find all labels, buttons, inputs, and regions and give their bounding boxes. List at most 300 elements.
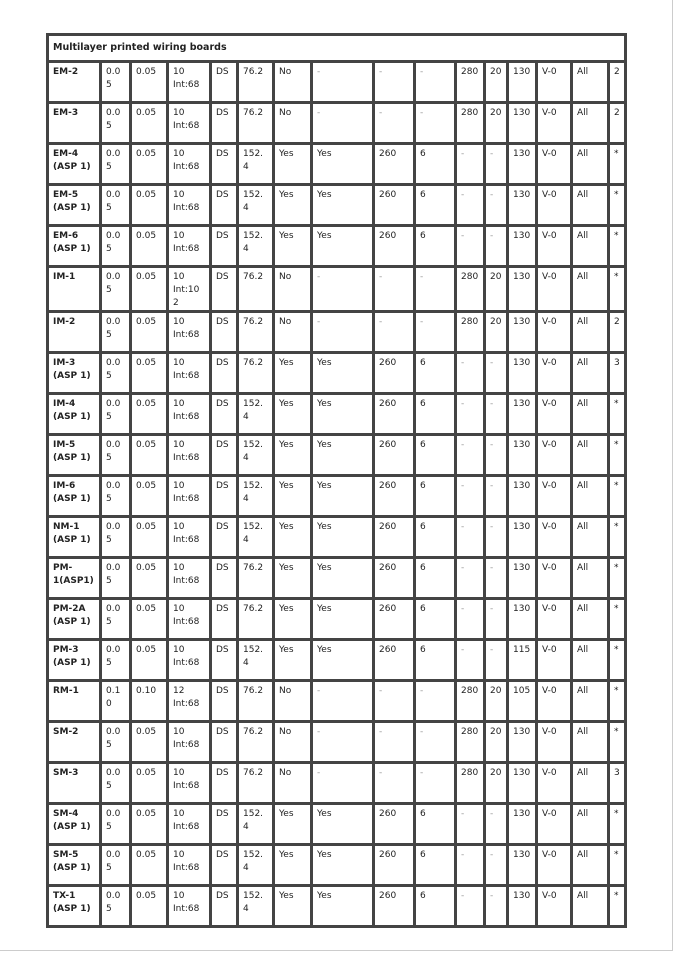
table-cell: 0.05 xyxy=(101,312,131,353)
table-cell: DS xyxy=(211,845,238,886)
table-cell: 130 xyxy=(508,845,537,886)
table-cell: - xyxy=(485,353,508,394)
table-cell: - xyxy=(485,599,508,640)
table-cell: 10 Int:68 xyxy=(168,763,211,804)
table-cell: * xyxy=(609,886,626,927)
table-row xyxy=(48,517,626,558)
table-cell: 130 xyxy=(508,226,537,267)
table-cell: 105 xyxy=(508,681,537,722)
table-cell: 260 xyxy=(374,517,415,558)
table-cell: 280 xyxy=(456,62,485,103)
table-cell: * xyxy=(609,185,626,226)
table-cell: 115 xyxy=(508,640,537,681)
table-cell: 6 xyxy=(415,185,456,226)
table-cell: DS xyxy=(211,517,238,558)
table-cell: 130 xyxy=(508,517,537,558)
table-cell: * xyxy=(609,558,626,599)
table-cell: 10 Int:68 xyxy=(168,185,211,226)
table-cell: 10 Int:68 xyxy=(168,62,211,103)
table-cell: Yes xyxy=(312,599,374,640)
table-cell: DS xyxy=(211,886,238,927)
table-cell: 152.4 xyxy=(238,185,274,226)
table-cell: 0.05 xyxy=(131,599,168,640)
table-cell: 0.05 xyxy=(101,558,131,599)
table-cell: 130 xyxy=(508,804,537,845)
table-cell: All xyxy=(572,722,609,763)
table-cell: All xyxy=(572,185,609,226)
table-cell: V-0 xyxy=(537,558,572,599)
table-cell: 76.2 xyxy=(238,103,274,144)
table-cell: All xyxy=(572,353,609,394)
table-cell: 76.2 xyxy=(238,558,274,599)
table-cell: 0.05 xyxy=(131,763,168,804)
table-row xyxy=(48,681,626,722)
table-cell: - xyxy=(456,435,485,476)
table-cell: All xyxy=(572,267,609,312)
table-cell: - xyxy=(312,267,374,312)
board-id-cell: IM-6 (ASP 1) xyxy=(48,476,101,517)
table-cell: - xyxy=(456,640,485,681)
table-cell: 0.05 xyxy=(131,722,168,763)
table-cell: - xyxy=(456,476,485,517)
table-cell: V-0 xyxy=(537,267,572,312)
table-cell: DS xyxy=(211,312,238,353)
table-cell: Yes xyxy=(312,845,374,886)
table-cell: 152.4 xyxy=(238,435,274,476)
table-cell: 10 Int:68 xyxy=(168,226,211,267)
table-row xyxy=(48,435,626,476)
table-cell: - xyxy=(312,312,374,353)
table-cell: 0.05 xyxy=(131,804,168,845)
table-cell: 130 xyxy=(508,62,537,103)
table-cell: 10 Int:68 xyxy=(168,845,211,886)
table-cell: 2 xyxy=(609,312,626,353)
table-cell: 3 xyxy=(609,763,626,804)
table-cell: V-0 xyxy=(537,845,572,886)
table-row xyxy=(48,763,626,804)
table-row xyxy=(48,476,626,517)
board-id-cell: EM-5 (ASP 1) xyxy=(48,185,101,226)
table-cell: Yes xyxy=(312,226,374,267)
table-cell: V-0 xyxy=(537,722,572,763)
table-cell: 10 Int:68 xyxy=(168,558,211,599)
table-cell: 6 xyxy=(415,226,456,267)
table-cell: * xyxy=(609,144,626,185)
table-cell: All xyxy=(572,558,609,599)
table-row xyxy=(48,353,626,394)
table-cell: 20 xyxy=(485,763,508,804)
table-cell: 0.05 xyxy=(131,640,168,681)
table-cell: - xyxy=(456,804,485,845)
table-cell: 0.05 xyxy=(131,312,168,353)
table-cell: No xyxy=(274,103,312,144)
table-cell: 0.05 xyxy=(101,640,131,681)
table-cell: 130 xyxy=(508,599,537,640)
table-cell: - xyxy=(415,103,456,144)
table-cell: 20 xyxy=(485,722,508,763)
table-cell: 130 xyxy=(508,886,537,927)
table-cell: Yes xyxy=(274,640,312,681)
table-cell: 0.05 xyxy=(101,353,131,394)
table-cell: 0.05 xyxy=(101,226,131,267)
table-cell: - xyxy=(485,435,508,476)
table-cell: 6 xyxy=(415,640,456,681)
table-cell: 152.4 xyxy=(238,845,274,886)
table-cell: - xyxy=(456,517,485,558)
table-cell: 0.05 xyxy=(131,185,168,226)
table-cell: 0.05 xyxy=(131,558,168,599)
table-cell: 260 xyxy=(374,476,415,517)
table-cell: 280 xyxy=(456,763,485,804)
table-cell: 260 xyxy=(374,845,415,886)
board-id-cell: IM-4 (ASP 1) xyxy=(48,394,101,435)
table-cell: 280 xyxy=(456,312,485,353)
table-cell: 10 Int:68 xyxy=(168,353,211,394)
table-cell: - xyxy=(456,599,485,640)
table-cell: Yes xyxy=(312,640,374,681)
table-cell: 10 Int:68 xyxy=(168,640,211,681)
table-cell: V-0 xyxy=(537,394,572,435)
table-row xyxy=(48,599,626,640)
table-cell: 10 Int:68 xyxy=(168,476,211,517)
table-cell: All xyxy=(572,103,609,144)
table-cell: - xyxy=(374,103,415,144)
table-cell: 76.2 xyxy=(238,62,274,103)
table-row xyxy=(48,845,626,886)
wiring-boards-table xyxy=(46,33,627,928)
table-cell: V-0 xyxy=(537,886,572,927)
table-row xyxy=(48,394,626,435)
table-cell: DS xyxy=(211,103,238,144)
table-cell: 130 xyxy=(508,144,537,185)
table-cell: All xyxy=(572,62,609,103)
table-cell: 10 Int:68 xyxy=(168,394,211,435)
table-cell: 0.05 xyxy=(131,845,168,886)
table-cell: - xyxy=(374,681,415,722)
table-cell: 152.4 xyxy=(238,517,274,558)
table-cell: - xyxy=(374,763,415,804)
table-cell: - xyxy=(485,144,508,185)
table-cell: - xyxy=(485,845,508,886)
table-cell: 152.4 xyxy=(238,226,274,267)
table-cell: 0.05 xyxy=(101,394,131,435)
board-id-cell: TX-1 (ASP 1) xyxy=(48,886,101,927)
board-id-cell: NM-1 (ASP 1) xyxy=(48,517,101,558)
table-cell: * xyxy=(609,804,626,845)
table-cell: Yes xyxy=(274,185,312,226)
table-cell: All xyxy=(572,435,609,476)
table-cell: * xyxy=(609,517,626,558)
table-cell: - xyxy=(456,845,485,886)
table-cell: V-0 xyxy=(537,353,572,394)
table-cell: DS xyxy=(211,804,238,845)
table-cell: DS xyxy=(211,144,238,185)
table-cell: DS xyxy=(211,394,238,435)
table-cell: 0.05 xyxy=(131,886,168,927)
table-cell: 260 xyxy=(374,394,415,435)
table-cell: 6 xyxy=(415,476,456,517)
table-title-row xyxy=(48,35,626,62)
table-cell: 280 xyxy=(456,681,485,722)
table-cell: 76.2 xyxy=(238,722,274,763)
table-cell: 10 Int:102 xyxy=(168,267,211,312)
table-cell: No xyxy=(274,267,312,312)
table-cell: Yes xyxy=(274,599,312,640)
table-cell: V-0 xyxy=(537,185,572,226)
table-cell: Yes xyxy=(312,394,374,435)
table-cell: DS xyxy=(211,763,238,804)
table-cell: No xyxy=(274,62,312,103)
table-cell: 0.05 xyxy=(101,517,131,558)
table-cell: 0.10 xyxy=(101,681,131,722)
board-id-cell: PM-3 (ASP 1) xyxy=(48,640,101,681)
table-row xyxy=(48,804,626,845)
table-cell: - xyxy=(456,886,485,927)
table-cell: 10 Int:68 xyxy=(168,804,211,845)
table-cell: Yes xyxy=(274,886,312,927)
table-cell: Yes xyxy=(312,517,374,558)
board-id-cell: SM-3 xyxy=(48,763,101,804)
table-cell: 76.2 xyxy=(238,763,274,804)
table-cell: Yes xyxy=(312,804,374,845)
table-cell: 0.10 xyxy=(131,681,168,722)
table-cell: V-0 xyxy=(537,144,572,185)
table-cell: 0.05 xyxy=(101,185,131,226)
table-cell: 0.05 xyxy=(101,267,131,312)
table-cell: 0.05 xyxy=(101,845,131,886)
table-cell: 76.2 xyxy=(238,599,274,640)
table-row xyxy=(48,640,626,681)
table-cell: No xyxy=(274,763,312,804)
table-cell: DS xyxy=(211,558,238,599)
table-cell: Yes xyxy=(312,144,374,185)
table-title: Multilayer printed wiring boards xyxy=(48,35,626,62)
table-cell: 152.4 xyxy=(238,804,274,845)
table-cell: 0.05 xyxy=(131,62,168,103)
table-cell: * xyxy=(609,599,626,640)
table-cell: 20 xyxy=(485,267,508,312)
table-cell: 10 Int:68 xyxy=(168,599,211,640)
table-cell: 10 Int:68 xyxy=(168,886,211,927)
table-cell: Yes xyxy=(312,435,374,476)
table-cell: DS xyxy=(211,599,238,640)
table-cell: - xyxy=(415,681,456,722)
board-id-cell: EM-6 (ASP 1) xyxy=(48,226,101,267)
table-cell: - xyxy=(485,394,508,435)
table-cell: 10 Int:68 xyxy=(168,722,211,763)
table-cell: Yes xyxy=(312,185,374,226)
table-cell: 130 xyxy=(508,722,537,763)
table-cell: All xyxy=(572,640,609,681)
table-cell: - xyxy=(456,144,485,185)
table-cell: - xyxy=(485,804,508,845)
table-cell: - xyxy=(415,267,456,312)
table-cell: 0.05 xyxy=(101,804,131,845)
table-cell: 0.05 xyxy=(101,722,131,763)
table-cell: 152.4 xyxy=(238,394,274,435)
table-row xyxy=(48,267,626,312)
table-cell: 6 xyxy=(415,845,456,886)
table-cell: 3 xyxy=(609,353,626,394)
table-cell: 20 xyxy=(485,62,508,103)
table-cell: Yes xyxy=(312,558,374,599)
table-cell: DS xyxy=(211,435,238,476)
table-cell: 260 xyxy=(374,640,415,681)
table-cell: Yes xyxy=(274,517,312,558)
table-cell: 12 Int:68 xyxy=(168,681,211,722)
board-id-cell: PM- 1(ASP1) xyxy=(48,558,101,599)
table-cell: DS xyxy=(211,226,238,267)
table-cell: All xyxy=(572,845,609,886)
table-cell: 10 Int:68 xyxy=(168,144,211,185)
table-cell: All xyxy=(572,144,609,185)
table-cell: All xyxy=(572,804,609,845)
table-cell: DS xyxy=(211,476,238,517)
table-cell: V-0 xyxy=(537,62,572,103)
table-cell: - xyxy=(485,476,508,517)
table-cell: 0.05 xyxy=(101,476,131,517)
table-cell: 0.05 xyxy=(101,103,131,144)
table-cell: 6 xyxy=(415,558,456,599)
table-cell: 6 xyxy=(415,353,456,394)
table-cell: 0.05 xyxy=(101,144,131,185)
table-cell: All xyxy=(572,886,609,927)
table-cell: 260 xyxy=(374,144,415,185)
board-id-cell: SM-5 (ASP 1) xyxy=(48,845,101,886)
table-cell: 280 xyxy=(456,722,485,763)
table-cell: - xyxy=(485,886,508,927)
table-cell: 6 xyxy=(415,886,456,927)
table-cell: * xyxy=(609,394,626,435)
table-cell: All xyxy=(572,681,609,722)
table-cell: * xyxy=(609,267,626,312)
table-cell: No xyxy=(274,681,312,722)
table-cell: DS xyxy=(211,640,238,681)
table-cell: - xyxy=(374,312,415,353)
table-cell: - xyxy=(456,394,485,435)
table-cell: 0.05 xyxy=(131,103,168,144)
table-cell: 152.4 xyxy=(238,476,274,517)
table-cell: 0.05 xyxy=(131,353,168,394)
table-cell: Yes xyxy=(274,558,312,599)
table-cell: 10 Int:68 xyxy=(168,103,211,144)
table-row xyxy=(48,144,626,185)
table-cell: 0.05 xyxy=(131,517,168,558)
table-cell: - xyxy=(415,722,456,763)
table-cell: DS xyxy=(211,267,238,312)
table-cell: - xyxy=(312,681,374,722)
table-cell: DS xyxy=(211,353,238,394)
table-cell: - xyxy=(415,312,456,353)
table-cell: All xyxy=(572,226,609,267)
table-cell: 130 xyxy=(508,103,537,144)
table-cell: DS xyxy=(211,62,238,103)
table-cell: 0.05 xyxy=(131,435,168,476)
table-cell: V-0 xyxy=(537,103,572,144)
table-cell: Yes xyxy=(312,353,374,394)
table-cell: 260 xyxy=(374,435,415,476)
board-id-cell: SM-2 xyxy=(48,722,101,763)
table-cell: 130 xyxy=(508,312,537,353)
table-cell: * xyxy=(609,722,626,763)
table-cell: Yes xyxy=(274,845,312,886)
table-cell: - xyxy=(374,62,415,103)
board-id-cell: IM-1 xyxy=(48,267,101,312)
board-id-cell: IM-5 (ASP 1) xyxy=(48,435,101,476)
table-cell: 280 xyxy=(456,267,485,312)
table-cell: - xyxy=(312,722,374,763)
table-cell: - xyxy=(485,558,508,599)
table-cell: * xyxy=(609,640,626,681)
table-cell: - xyxy=(485,517,508,558)
table-cell: Yes xyxy=(274,476,312,517)
table-row xyxy=(48,62,626,103)
table-cell: All xyxy=(572,312,609,353)
table-cell: 76.2 xyxy=(238,312,274,353)
table-cell: 0.05 xyxy=(131,267,168,312)
table-cell: V-0 xyxy=(537,435,572,476)
board-id-cell: IM-2 xyxy=(48,312,101,353)
table-cell: - xyxy=(374,267,415,312)
table-cell: - xyxy=(456,558,485,599)
table-row xyxy=(48,185,626,226)
table-cell: 260 xyxy=(374,226,415,267)
table-cell: 6 xyxy=(415,394,456,435)
page-edge xyxy=(0,950,673,951)
table-cell: * xyxy=(609,435,626,476)
table-cell: 76.2 xyxy=(238,681,274,722)
table-cell: Yes xyxy=(274,353,312,394)
board-id-cell: PM-2A (ASP 1) xyxy=(48,599,101,640)
table-cell: * xyxy=(609,681,626,722)
table-cell: 0.05 xyxy=(101,886,131,927)
table-row xyxy=(48,226,626,267)
table-cell: - xyxy=(415,62,456,103)
table-cell: - xyxy=(485,226,508,267)
table-cell: 0.05 xyxy=(101,763,131,804)
board-id-cell: IM-3 (ASP 1) xyxy=(48,353,101,394)
table-cell: V-0 xyxy=(537,763,572,804)
page-edge xyxy=(672,0,673,950)
table-cell: * xyxy=(609,226,626,267)
table-cell: 10 Int:68 xyxy=(168,517,211,558)
table-cell: 76.2 xyxy=(238,267,274,312)
table-cell: 6 xyxy=(415,517,456,558)
table-cell: No xyxy=(274,722,312,763)
board-id-cell: EM-2 xyxy=(48,62,101,103)
board-id-cell: SM-4 (ASP 1) xyxy=(48,804,101,845)
table-cell: 6 xyxy=(415,599,456,640)
table-cell: 152.4 xyxy=(238,886,274,927)
table-cell: 130 xyxy=(508,435,537,476)
table-row xyxy=(48,886,626,927)
table-cell: 130 xyxy=(508,185,537,226)
table-row xyxy=(48,722,626,763)
table-row xyxy=(48,558,626,599)
table-row xyxy=(48,103,626,144)
table-cell: 0.05 xyxy=(131,394,168,435)
table-cell: 0.05 xyxy=(131,476,168,517)
table-cell: - xyxy=(312,763,374,804)
table-cell: 20 xyxy=(485,312,508,353)
table-cell: 2 xyxy=(609,103,626,144)
table-cell: 6 xyxy=(415,435,456,476)
table-cell: V-0 xyxy=(537,226,572,267)
table-cell: 6 xyxy=(415,804,456,845)
table-cell: 130 xyxy=(508,394,537,435)
table-cell: V-0 xyxy=(537,517,572,558)
table-cell: - xyxy=(415,763,456,804)
